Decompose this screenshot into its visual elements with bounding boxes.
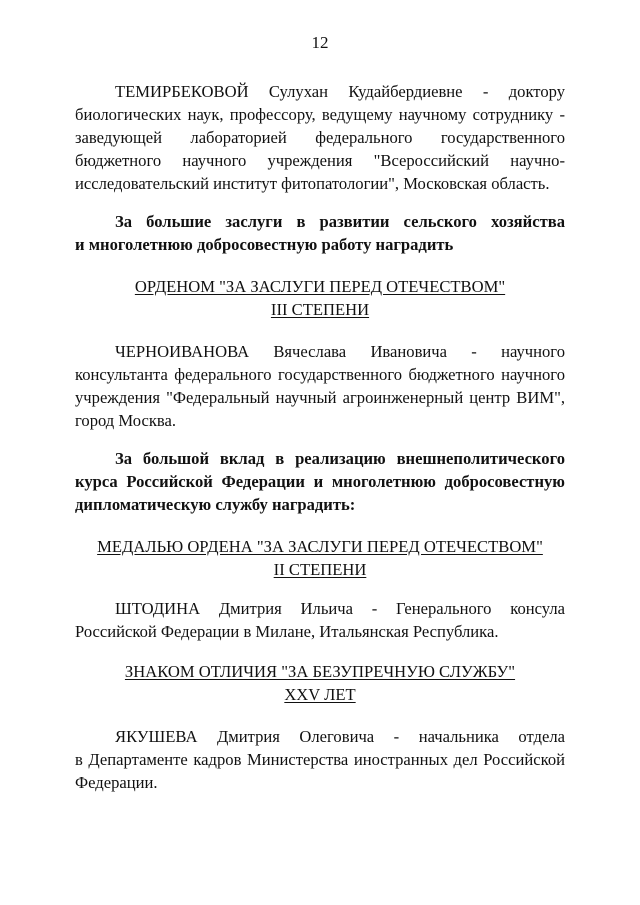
award-recipient-chernoivanov	[75, 340, 565, 432]
paragraph-line: ЧЕРНОИВАНОВА Вячеслава Ивановича - научного	[115, 342, 565, 361]
award-title: МЕДАЛЬЮ ОРДЕНА "ЗА ЗАСЛУГИ ПЕРЕД ОТЕЧЕСТВОМ"	[97, 537, 543, 556]
paragraph-line: Федерации.	[75, 773, 158, 792]
decree-paragraph-diplomacy	[75, 447, 565, 516]
paragraph-line: в Департаменте кадров Министерства иностранных дел Российской	[75, 750, 565, 769]
decree-paragraph-agriculture	[75, 210, 565, 256]
award-recipient-shtodin	[75, 597, 565, 643]
award-heading-medal-order-merit-2	[0, 535, 640, 581]
award-degree: III СТЕПЕНИ	[270, 300, 370, 319]
paragraph-line: ШТОДИНА Дмитрия Ильича - Генерального консула	[115, 599, 565, 618]
award-title: ОРДЕНОМ "ЗА ЗАСЛУГИ ПЕРЕД ОТЕЧЕСТВОМ"	[134, 277, 506, 296]
paragraph-line: учреждения "Федеральный научный агроинженерный центр ВИМ",	[75, 388, 565, 407]
award-degree: II СТЕПЕНИ	[273, 560, 367, 579]
paragraph-line: бюджетного научного учреждения "Всероссийский научно-	[75, 151, 565, 170]
paragraph-line: курса Российской Федерации и многолетнюю добросовестную	[75, 472, 565, 491]
paragraph-line: ЯКУШЕВА Дмитрия Олеговича - начальника отдела	[115, 727, 565, 746]
award-heading-badge-impeccable-service	[0, 660, 640, 706]
paragraph-line: дипломатическую службу наградить:	[75, 495, 356, 514]
paragraph-line: ТЕМИРБЕКОВОЙ Сулухан Кудайбердиевне - доктору	[115, 82, 565, 101]
award-title: ЗНАКОМ ОТЛИЧИЯ "ЗА БЕЗУПРЕЧНУЮ СЛУЖБУ"	[124, 662, 516, 681]
paragraph-line: Российской Федерации в Милане, Итальянская Республика.	[75, 622, 499, 641]
paragraph-line: биологических наук, профессору, ведущему научному сотруднику -	[75, 105, 565, 124]
paragraph-line: За большой вклад в реализацию внешнеполитического	[115, 449, 565, 468]
paragraph-line: заведующей лабораторией федерального государственного	[75, 128, 565, 147]
page-number: 12	[311, 33, 329, 52]
award-degree: XXV ЛЕТ	[284, 685, 356, 704]
award-recipient-yakushev	[75, 725, 565, 794]
paragraph-line: За большие заслуги в развитии сельского хозяйства	[115, 212, 565, 231]
paragraph-line: консультанта федерального государственного бюджетного научного	[75, 365, 565, 384]
award-heading-order-merit-3	[0, 275, 640, 321]
paragraph-line: и многолетнюю добросовестную работу наградить	[75, 235, 454, 254]
award-recipient-temirbekova	[75, 80, 565, 195]
paragraph-line: исследовательский институт фитопатологии", Московская область.	[75, 174, 550, 193]
paragraph-line: город Москва.	[75, 411, 177, 430]
